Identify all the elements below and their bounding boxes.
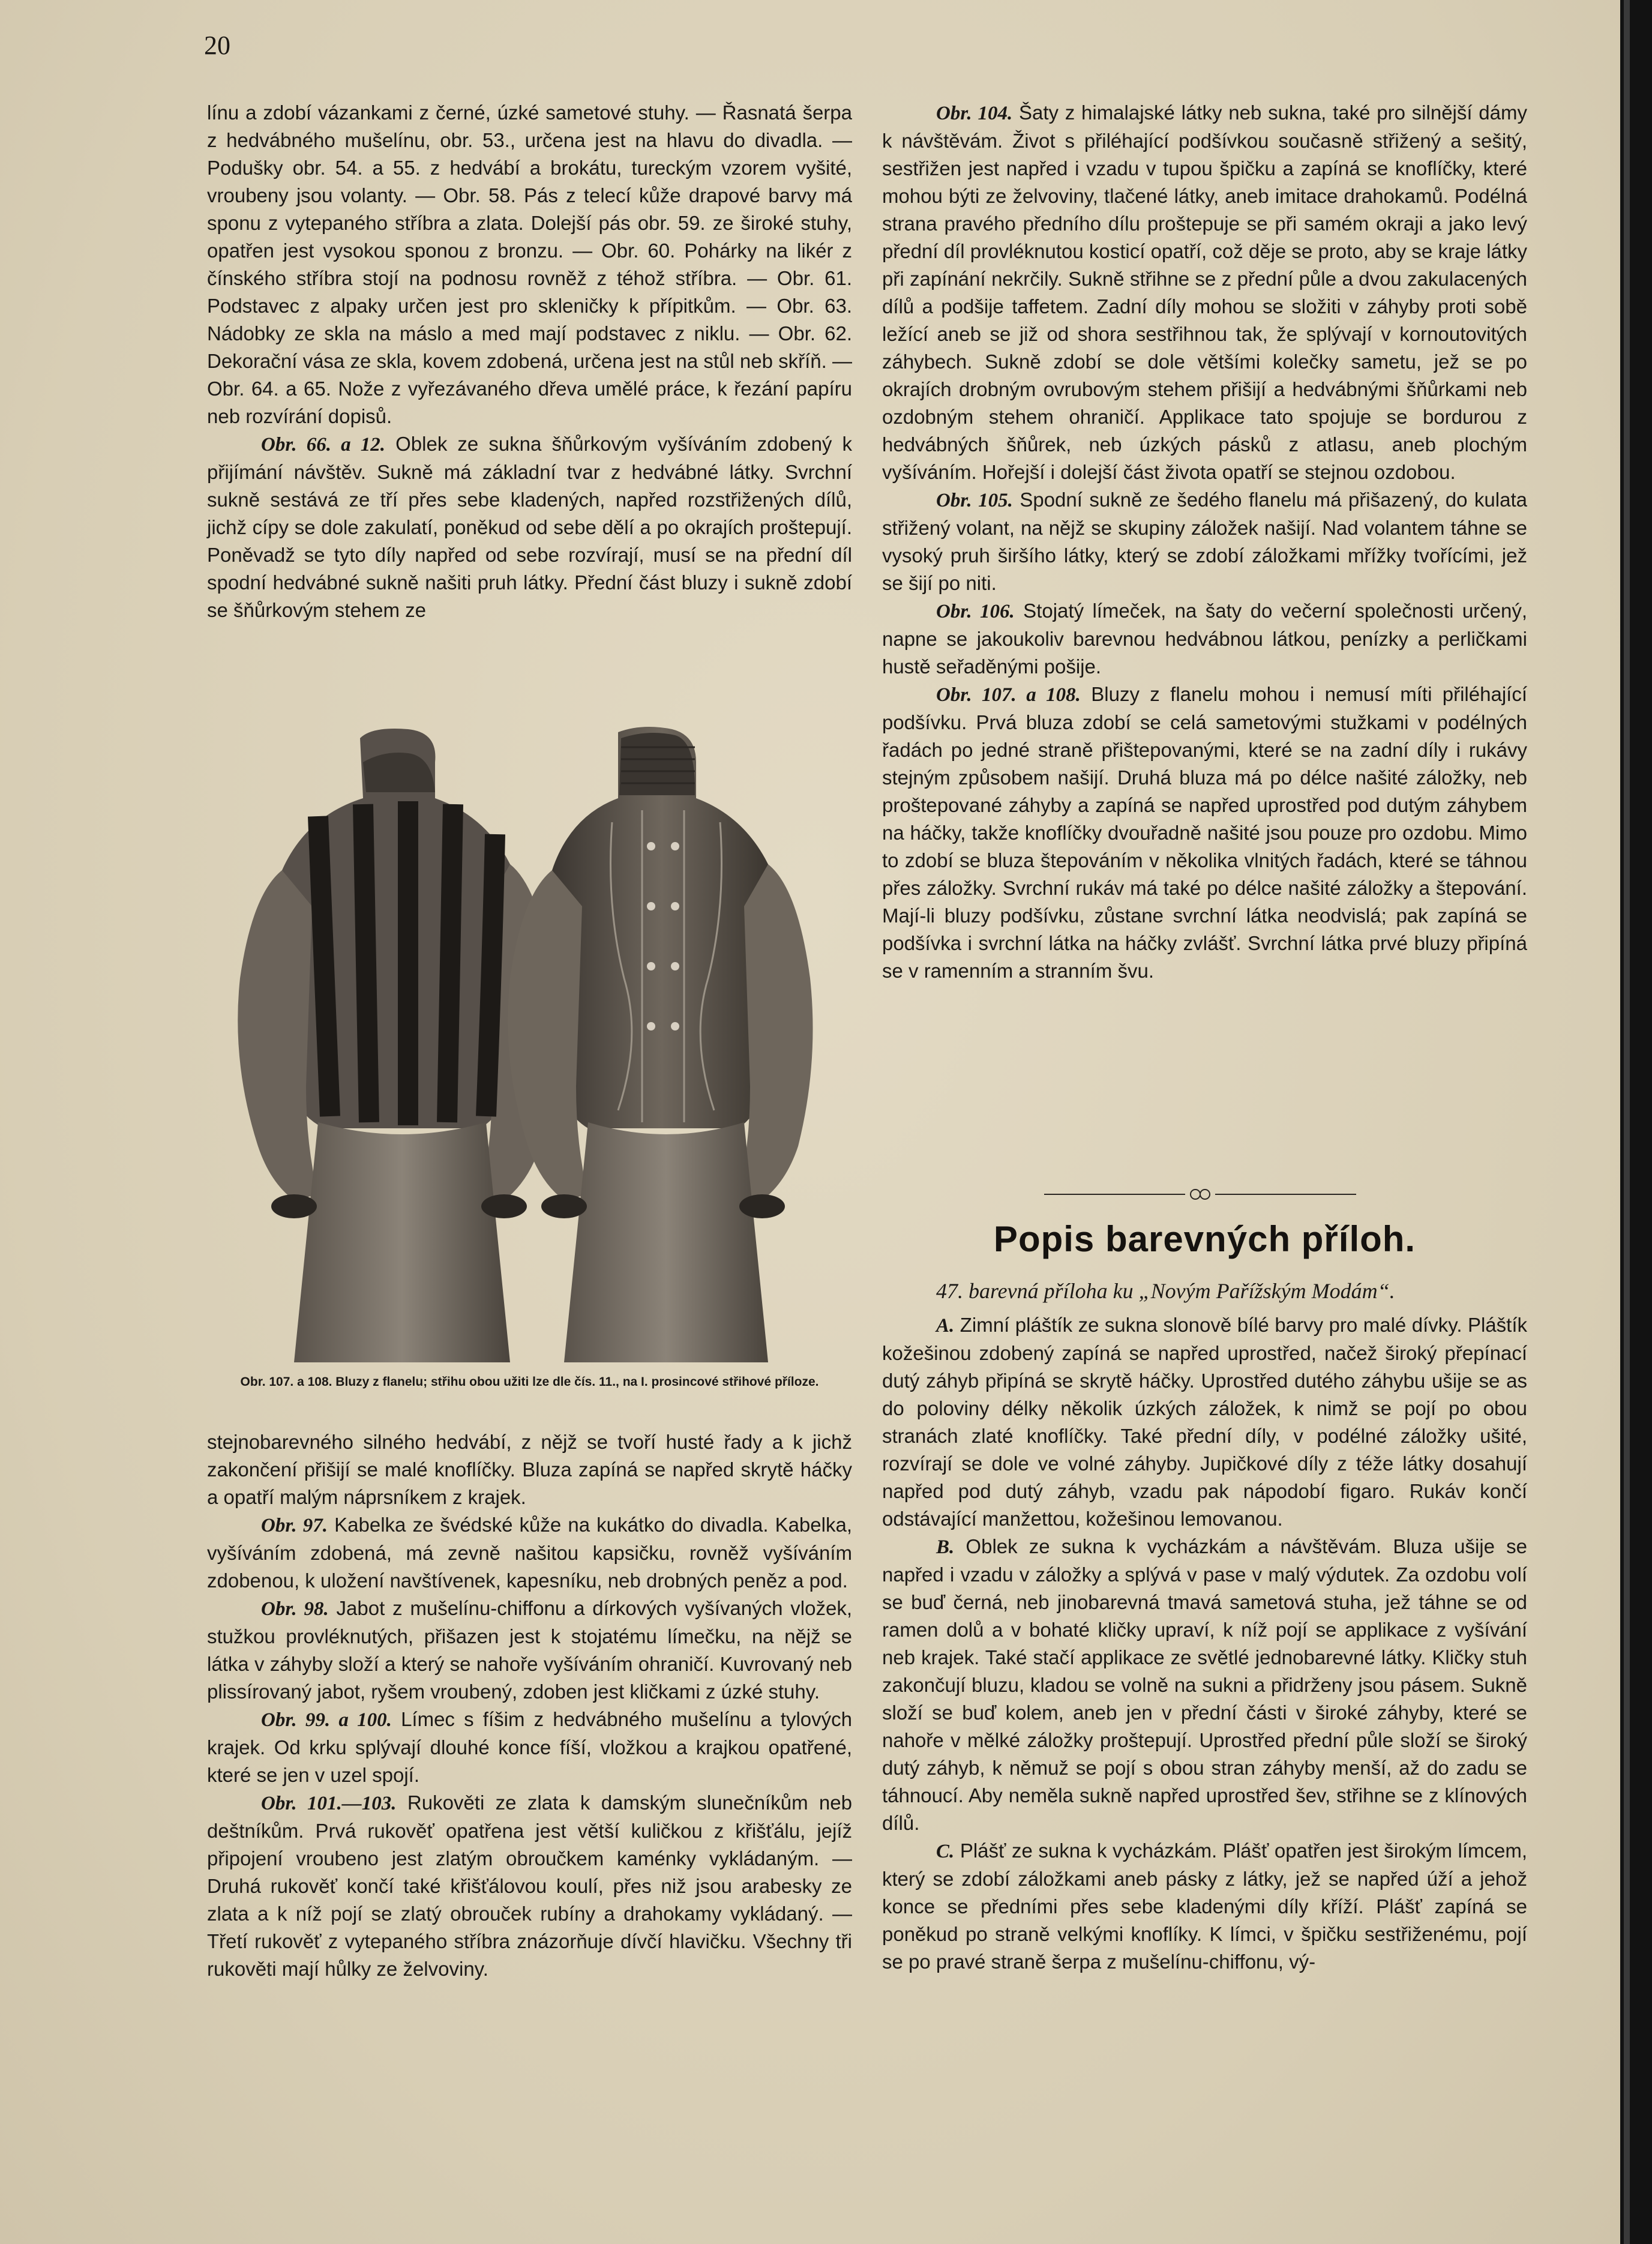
figure-reference: Obr. 66. a 12. (261, 434, 386, 456)
item-letter: A. (936, 1315, 955, 1337)
paragraph-text: Rukověti ze zlata k damským slunečníkům neb deštníkům. Prvá rukověť opatřena jest větší kuličkou z křišťálu, jejíž připojení vroubeno jest zlatým obroučkem kaménky vykládaným. — Druhá rukověť končí také křišťálovou koulí, přes niž jsou arabesky ze zlata a k níž pojí se zlatý obrouček rubíny a drahokamy vykládaný. — Třetí rukověť z vytepaného stříbra znázorňuje dívčí hlavičku. Všechny tři rukověti mají hůlky ze želvoviny. (207, 1791, 852, 1980)
paragraph (882, 681, 1527, 985)
item-letter: B. (936, 1536, 955, 1558)
figure-reference: Obr. 98. (261, 1598, 329, 1620)
paragraph-text: Plášť ze sukna k vycházkám. Plášť opatřen jest širokým límcem, který se zdobí záložkami aneb pásky z látky, jež se napřed úží a jehož konce se předními přes sebe kladenými díly kříží. Plášť zapíná se poněkud po straně velkými knoflíky. K límci, v špičku sestřiženému, pojí se po pravé straně šerpa z mušelínu-chiffonu, vý- (882, 1839, 1527, 1973)
paragraph-text: stejnobarevného silného hedvábí, z nějž se tvoří husté řady a k jichž zakončení přišijí se malé knoflíčky. Bluza zapíná se napřed skrytě háčky a opatří malým náprsníkem z krajek. (207, 1431, 852, 1508)
figure-reference: Obr. 99. a 100. (261, 1709, 392, 1731)
paragraph (882, 597, 1527, 681)
section-divider-ornament (1044, 1185, 1356, 1203)
paragraph-text: Šaty z himalajské látky neb sukna, také pro silnější dámy k návštěvám. Život s přiléhající podšívkou současně střižený a sešitý, sestřižen jest napřed i vzadu v tupou špičku a zapíná se knoflíčky, které mohou býti ze želvoviny, tlačené látky, aneb imitace drahokamů. Podélná strana pravého předního dílu proštepuje se při samém okraji a jako levý přední díl provléknutou kosticí opatří, což děje se proto, aby se kraje látky při zapínání nekrčily. Sukně střihne se z přední půle a dvou zakulacených dílů a podšije taffetem. Zadní díly mohou se složiti v záhyby proti sobě ležící aneb se již od shora sestřihnou tak, že splývají v kornoutovitých záhybech. Sukně zdobí se dole většími kolečky sametu, jež se po okrajích drobným ovrubovým stehem přišijí a hedvábnými šňůrkami neb ozdobným stehem ohraničí. Applikace tato spojuje se bordurou z hedvábných šňůrek, neb úzkých pásků z atlasu, aneb plochým vyšíváním. Hořejší i dolejší část života opatří se stejnou ozdobou. (882, 101, 1527, 483)
book-binding-edge (1620, 0, 1652, 2244)
paragraph (882, 1311, 1527, 1533)
figure-reference: Obr. 101.—103. (261, 1793, 397, 1814)
right-column-bottom (882, 1311, 1527, 1976)
paragraph-text: Stojatý límeček, na šaty do večerní společnosti určený, napne se jakoukoliv barevnou hedvábnou látkou, penízky a perličkami hustě seřaděnými pošije. (882, 600, 1527, 678)
figure-reference: Obr. 97. (261, 1515, 328, 1536)
blouse-illustration (228, 726, 840, 1362)
paragraph (207, 1595, 852, 1706)
paragraph-text: Oblek ze sukna k vycházkám a návštěvám. Bluza ušije se napřed i vzadu v záložky a splývá v pase v malý výdutek. Za ozdobu volí se buď černá, neb jinobarevná tmavá sametová stuha, jež táhne se od ramen dolů a v bohaté kličky upraví, k níž pojí se applikace z vyšívání neb krajek. Také stačí applikace ze světlé jednobarevné látky. Kličky stuh zakončují bluzu, kladou se volně na sukni a přidrženy jsou pásem. Sukně složí se buď kolem, aneb jen v přední části v široké záhyby, které se nahoře v mělké záložky proštepují. Uprostřed přední půle složí se široký dutý záhyb, k němuž se pojí s obou stran záhyby menší, až do zadu se táhnoucí. Aby neměla sukně napřed uprostřed šev, střihne se z klínových dílů. (882, 1535, 1527, 1834)
paragraph (207, 99, 852, 430)
left-column-bottom (207, 1428, 852, 1983)
paragraph (207, 1706, 852, 1789)
figure-caption: Obr. 107. a 108. Bluzy z flanelu; střihu obou užiti lze dle čís. 11., na I. prosincové střihové příloze. (240, 1375, 819, 1389)
striped-blouse (238, 729, 554, 1362)
paragraph-text: Kabelka ze švédské kůže na kukátko do divadla. Kabelka, vyšíváním zdobená, má zevně našitou kapsičku, rovněž vyšíváním zdobenou, k uložení navštívenek, kapesníku, neb drobných peněz a pod. (207, 1514, 852, 1592)
paragraph (207, 1789, 852, 1983)
item-letter: C. (936, 1841, 955, 1862)
paragraph (882, 1837, 1527, 1976)
paragraph (207, 1428, 852, 1511)
blouses-drawing (228, 726, 840, 1362)
right-column-top (882, 99, 1527, 985)
paragraph (882, 99, 1527, 486)
section-title: Popis barevných příloh. (993, 1219, 1416, 1259)
paragraph-text: Bluzy z flanelu mohou i nemusí míti přiléhající podšívku. Prvá bluza zdobí se celá sametovými stužkami v podélných řadách po jedné straně přištepovanými, které se na zadní díly i rukávy stejným způsobem našijí. Druhá bluza má po délce našité záložky, neb proštepované záhyby a zapíná se napřed uprostřed pod dutým záhybem na háčky, takže knoflíčky dvouřadně našité jsou pouze pro ozdobu. Mimo to zdobí se bluza štepováním v několika vlnitých řadách, které se táhnou přes záložky. Svrchní rukáv má také po délce našité záložky a štepování. Mají-li bluzy podšívku, zůstane svrchní látka neodvislá; pak zapíná se podšívka i svrchní látka na háčky zvlášť. Svrchní látka prvé bluzy připíná se v ramenním a stranním švu. (882, 683, 1527, 982)
figure-reference: Obr. 106. (936, 601, 1015, 622)
paragraph-text: Zimní pláštík ze sukna slonově bílé barvy pro malé dívky. Pláštík kožešinou zdobený zapíná se napřed uprostřed, načež široký přepínací dutý záhyb připíná se skrytě háčky. Uprostřed dutého záhybu ušije se as do poloviny délky několik úzkých záložek, k nimž se pojí po obou stranách zlaté knoflíčky. Také přední díly, v podélné záložky ušité, rozvírají se dole ve volné záhyby. Jupičkové díly z téže látky dosahují napřed pod dutý záhyb, vzadu pak nápodobí figaro. Rukáv končí odstávající manžettou, kožešinou lemovanou. (882, 1314, 1527, 1530)
page-number: 20 (204, 31, 230, 60)
paragraph-text: Oblek ze sukna šňůrkovým vyšíváním zdobený k přijímání návštěv. Sukně má základní tvar z hedvábné látky. Svrchní sukně sestává ze tří přes sebe kladených, napřed rozstřižených dílů, jichž cípy se dole zakulatí, poněkud od sebe dělí a po okrajích proštepují. Poněvadž se tyto díly napřed od sebe rozvírají, musí se na přední díl spodní hedvábné sukně našiti pruh látky. Přední část bluzy i sukně zdobí se šňůrkovým stehem ze (207, 433, 852, 621)
left-column-top (207, 99, 852, 624)
paragraph (882, 1533, 1527, 1837)
paragraph-text: Límec s fíšim z hedvábného mušelínu a tylových krajek. Od krku splývají dlouhé konce fíší, vložkou a krajkou opatřené, které se jen v uzel spojí. (207, 1708, 852, 1786)
paragraph (882, 486, 1527, 597)
paragraph-text: línu a zdobí vázankami z černé, úzké sametové stuhy. — Řasnatá šerpa z hedvábného mušelínu, obr. 53., určena jest na hlavu do divadla. — Podušky obr. 54. a 55. z hedvábí a brokátu, tureckým vzorem vyšité, vroubeny jsou volanty. — Obr. 58. Pás z telecí kůže drapové barvy má sponu z vytepaného stříbra a zlata. Dolejší pás obr. 59. ze široké stuhy, opatřen jest vysokou sponou z bronzu. — Obr. 60. Pohárky na likér z čínského stříbra stojí na podnosu rovněž z téhož stříbra. — Obr. 61. Podstavec z alpaky určen jest pro skleničky k přípitkům. — Obr. 63. Nádobky ze skla na máslo a med mají podstavec z niklu. — Obr. 62. Dekorační vása ze skla, kovem zdobená, určena jest na stůl neb skříň. — Obr. 64. a 65. Nože z vyřezávaného dřeva umělé práce, k řezání papíru neb rozvírání dopisů. (207, 101, 852, 427)
paragraph (207, 1511, 852, 1595)
tucked-blouse (508, 727, 812, 1362)
paragraph-text: Jabot z mušelínu-chiffonu a dírkových vyšívaných vložek, stužkou provléknutých, přišazen jest k stojatému límečku, na nějž se látka v záhyby složí a který se nahoře vyšíváním ohraničí. Kuvrovaný neb plissírovaný jabot, ryšem vroubený, zdoben jest kličkami z úzké stuhy. (207, 1597, 852, 1703)
figure-reference: Obr. 104. (936, 103, 1013, 124)
figure-reference: Obr. 105. (936, 490, 1013, 511)
paragraph (207, 430, 852, 624)
paragraph-text: Spodní sukně ze šedého flanelu má přišazený, do kulata střižený volant, na nějž se skupiny záložek našijí. Nad volantem táhne se vysoký pruh širšího látky, který se zdobí záložkami mřížky tvořícími, jež se šijí po niti. (882, 489, 1527, 594)
section-subheading: 47. barevná příloha ku „Novým Pařížským Modám“. (936, 1279, 1395, 1303)
figure-reference: Obr. 107. a 108. (936, 684, 1081, 706)
